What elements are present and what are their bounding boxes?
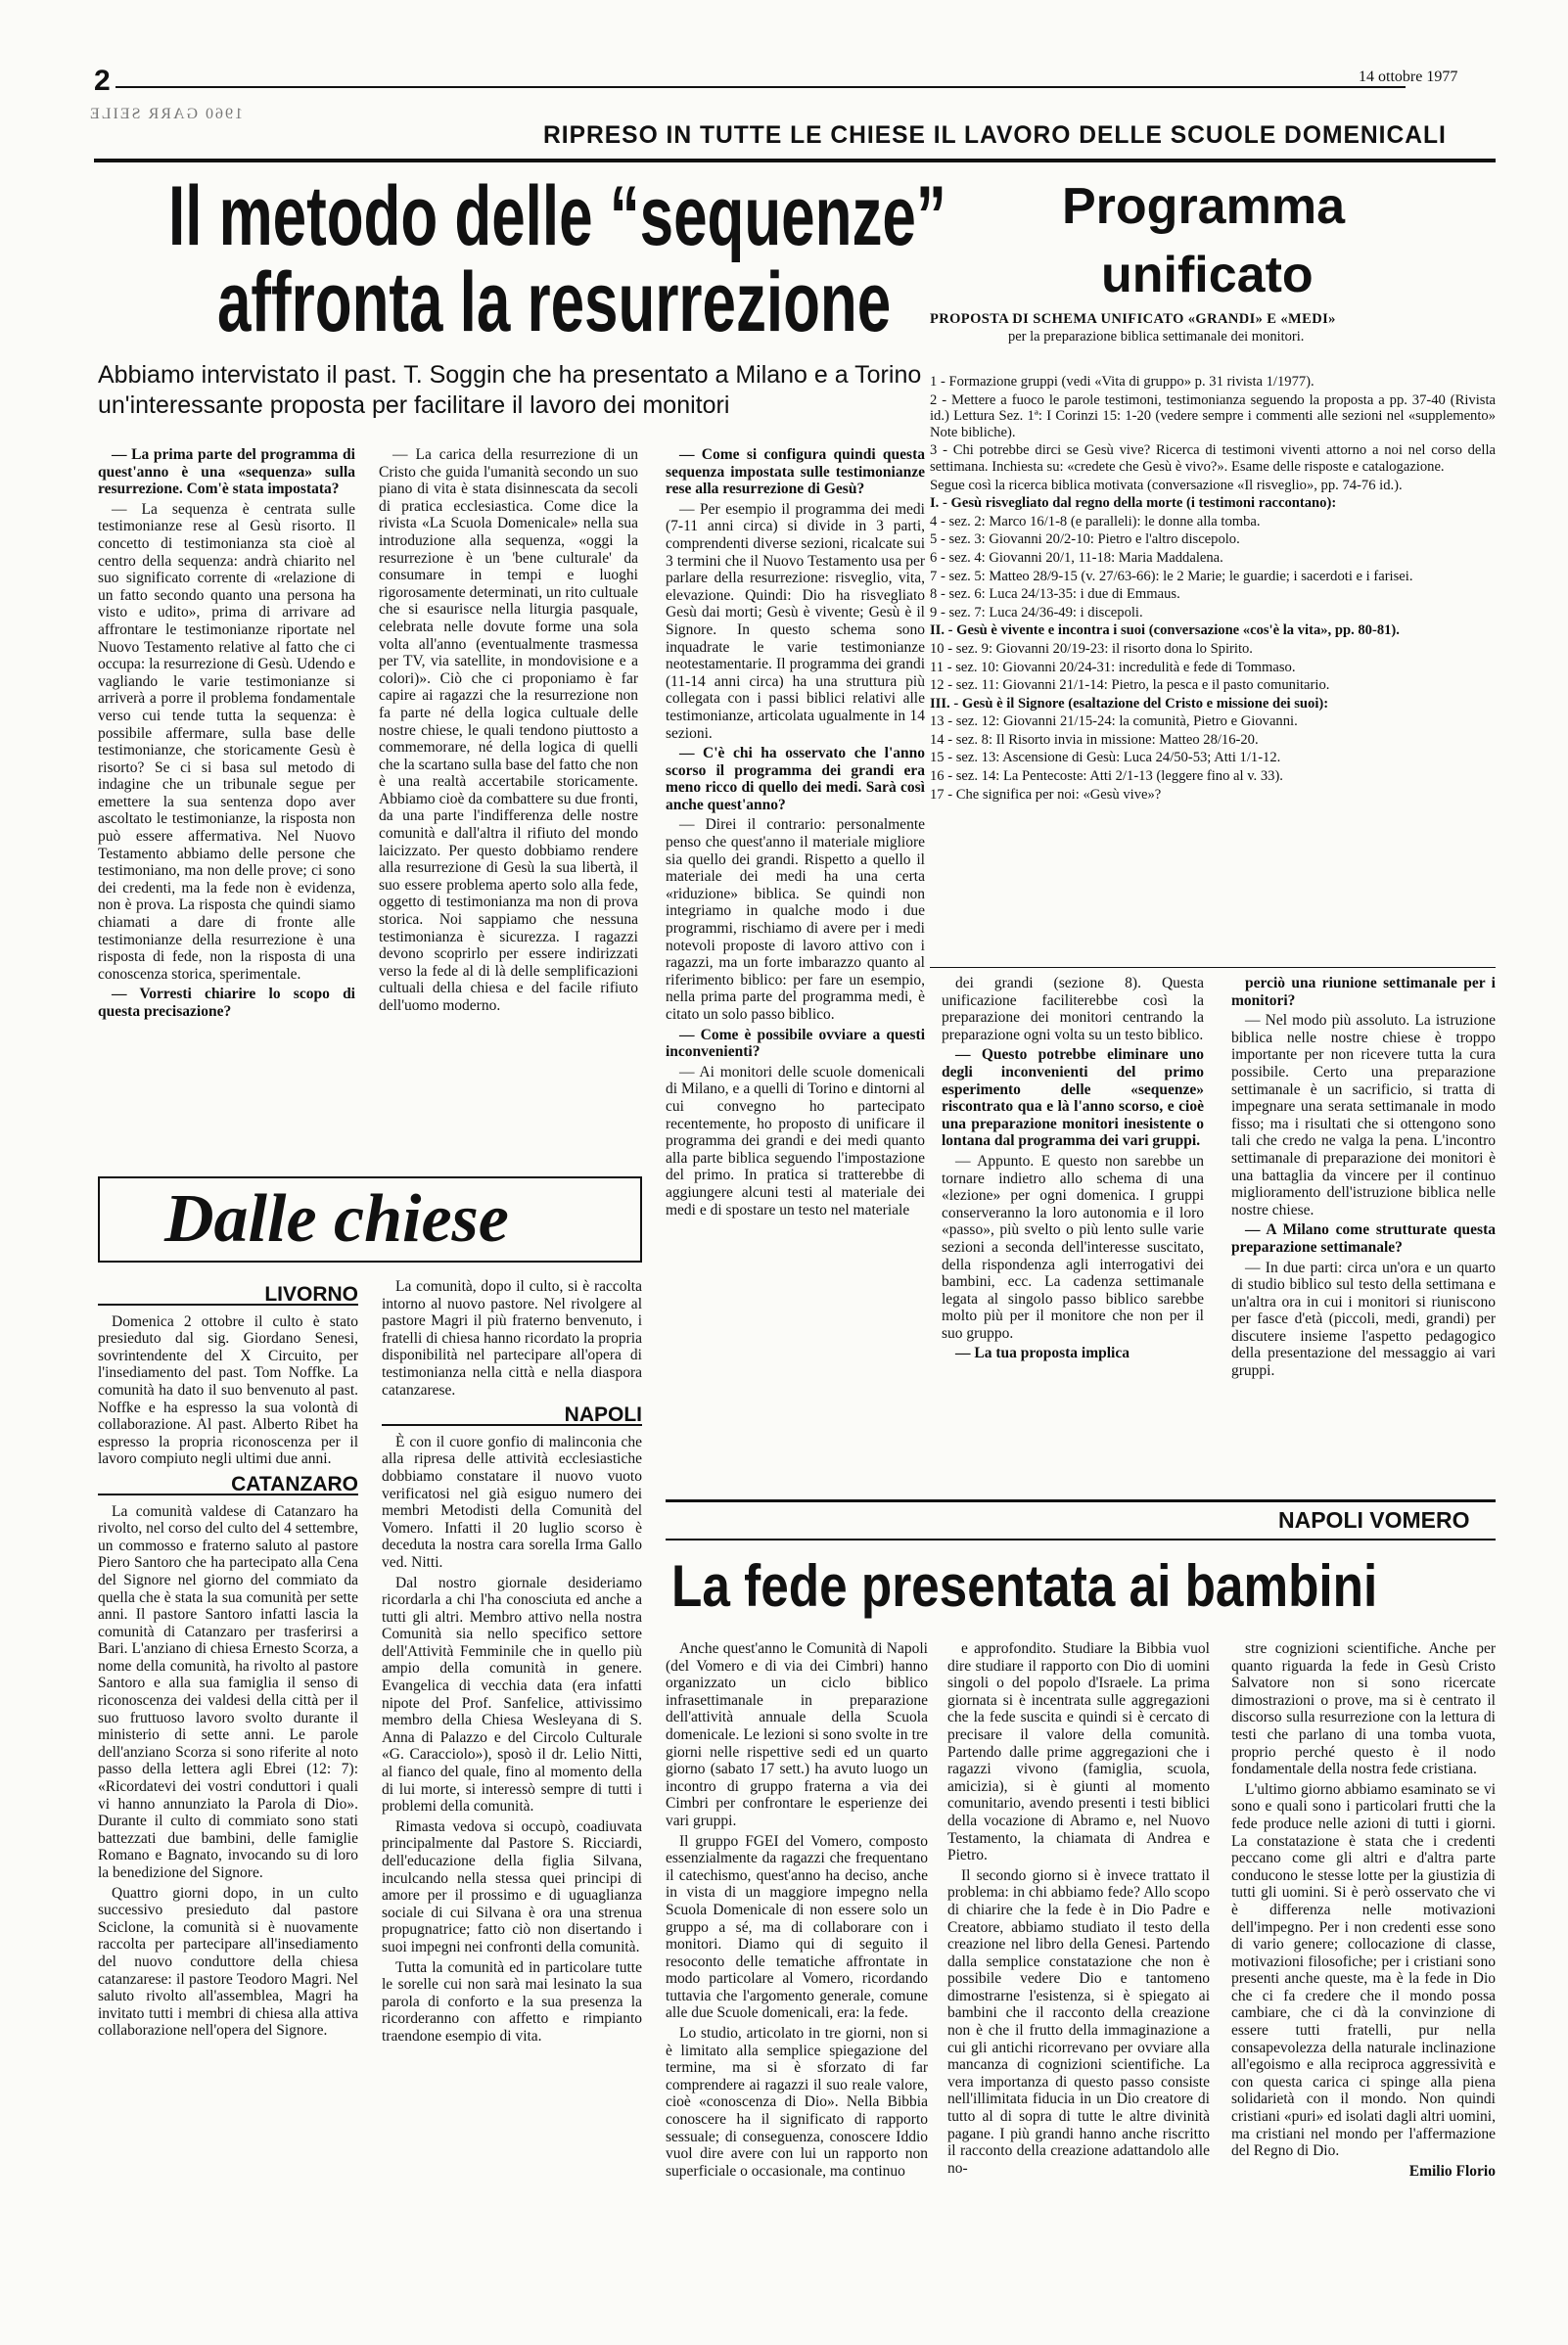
section-banner: RIPRESO IN TUTTE LE CHIESE IL LAVORO DELLE SCUOLE DOMENICALI xyxy=(543,121,1447,149)
paragraph: dei grandi (sezione 8). Questa unificazione faciliterebbe così la preparazione dei monitori centrando la preparazione ogni volta su un testo biblico. xyxy=(942,975,1204,1043)
paragraph: — Questo potrebbe eliminare uno degli inconvenienti del primo esperimento delle «sequenze» riscontrato qua e là l'anno scorso, e cioè una preparazione monitori inesistente o lontana dal programma dei vari gruppi. xyxy=(942,1046,1204,1150)
paragraph: Dal nostro giornale desideriamo ricordarla a chi l'ha conosciuta ed anche a tutti gli altri. Membro attivo nella nostra Comunità sia nello specifico settore dell'Attività Femminile che in quello più ampio della comunità in genere. Evangelica di vecchia data (era infatti nipote del Prof. Sanfelice, attivissimo membro della Chiesa Wesleyana di S. Anna di Palazzo e del Circolo Culturale «G. Caracciolo»), sposò il dr. Lelio Nitti, al fianco del quale, fino al momento della di lui morte, si interessò sempre di tutti i problemi della comunità. xyxy=(382,1574,642,1816)
paragraph: — Come è possibile ovviare a questi inconvenienti? xyxy=(666,1026,925,1061)
programma-item: 7 - sez. 5: Matteo 28/9-15 (v. 27/63-66): le 2 Marie; le guardie; i sacerdoti e i farisei. xyxy=(930,568,1413,584)
page-number: 2 xyxy=(94,65,111,97)
programma-item: 1 - Formazione gruppi (vedi «Vita di gruppo» p. 31 rivista 1/1977). xyxy=(930,374,1314,390)
programma-list xyxy=(930,374,1496,943)
programma-item: 3 - Chi potrebbe dirci se Gesù vive? Ricerca di testimoni viventi attorno a noi nel corso della settimana. Inchiesta su: «credete che Gesù è vivo?». Esame delle risposte e catalogazione. xyxy=(930,442,1496,475)
programma-item: 10 - sez. 9: Giovanni 20/19-23: il risorto dona lo Spirito. xyxy=(930,640,1253,657)
paragraph: — La prima parte del programma di quest'anno è una «sequenza» sulla resurrezione. Com'è stata impostata? xyxy=(98,446,355,498)
article-column-2 xyxy=(379,446,638,1151)
dalle-chiese-col-1 xyxy=(98,1278,358,2325)
paragraph: Quattro giorni dopo, in un culto successivo presieduto dal pastore Sciclone, la comunità si è nuovamente raccolta per partecipare all'insediamento del nuovo conduttore della chiesa catanzarese: il pastore Teodoro Magri. Nel saluto rivolto all'assemblea, Magri ha invitato tutti i membri di chiesa alla attiva collaborazione nell'opera del Signore. xyxy=(98,1884,358,2040)
paragraph: — Vorresti chiarire lo scopo di questa precisazione? xyxy=(98,986,355,1020)
programma-item: 13 - sez. 12: Giovanni 21/15-24: la comunità, Pietro e Giovanni. xyxy=(930,713,1298,730)
paragraph: È con il cuore gonfio di malinconia che alla ripresa delle attività ecclesiastiche dobbiamo constatare il nuovo vuoto verificatosi nel già esiguo numero dei membri Metodisti della Comunità del Vomero. Infatti il 20 luglio scorso è deceduta la nostra cara sorella Irma Gallo ved. Nitti. xyxy=(382,1433,642,1571)
paragraph: Tutta la comunità ed in particolare tutte le sorelle cui non sarà mai lesinato la sua parola di conforto e la sua presenza la ricorderanno con affetto e rimpianto traendone esempio di vita. xyxy=(382,1958,642,2045)
programma-item: 2 - Mettere a fuoco le parole testimoni, testimonianza seguendo la proposta a pp. 37-40 (Rivista id.) Lettura Sez. 1ª: I Corinzi 15: 1-20 (vedere sempre i commenti alle sezioni nel «supplemento» Note bibliche). xyxy=(930,391,1496,440)
livorno-heading: LIVORNO xyxy=(98,1286,358,1306)
programma-title-line1: Programma xyxy=(1062,178,1345,235)
article-author: Emilio Florio xyxy=(1408,2162,1496,2180)
paragraph: Anche quest'anno le Comunità di Napoli (del Vomero e di via dei Cimbri) hanno organizzato un ciclo biblico infrasettimanale in preparazione dell'attività annuale della Scuola domenicale. Le lezioni si sono svolte in tre giorni nelle rispettive sedi ed un quarto giorno (sabato 17 sett.) ha avuto luogo un incontro di gruppo fraterna a via dei Cimbri per confrontare le esperienze dei vari gruppi. xyxy=(666,1640,928,1829)
paragraph: — Per esempio il programma dei medi (7-11 anni circa) si divide in 3 parti, comprendenti diverse sezioni, ricalcate sui 3 termini che il Nuovo Testamento usa per parlare della resurrezione: risveglio, vita, elevazione. Quindi: Dio ha risvegliato Gesù dai morti; Gesù è vivente; Gesù è il Signore. In questo schema sono inquadrate le varie testimonianze neotestamentarie. Il programma dei grandi (11-14 anni circa) ha una struttura più collegata con i passi biblici relativi alle testimonianze, articolata ugualmente in 14 sezioni. xyxy=(666,500,925,742)
banner-rule xyxy=(94,159,1496,162)
header-rule xyxy=(115,86,1406,88)
programma-title-line2: unificato xyxy=(1101,247,1314,303)
programma-item: 8 - sez. 6: Luca 24/13-35: i due di Emmaus. xyxy=(930,586,1180,603)
programma-item: 4 - sez. 2: Marco 16/1-8 (e paralleli): le donne alla tomba. xyxy=(930,513,1261,529)
napoli-heading: NAPOLI xyxy=(382,1406,642,1426)
paragraph: — Direi il contrario: personalmente penso che quest'anno il materiale migliore sia quello dei grandi. Rispetto a quello il materiale dei medi ha una certa «riduzione» biblica. Se quindi non integriamo in qualche modo i due programmi, rischiamo di avere per i medi notevoli proposte di lavoro attivo con i ragazzi, ma un forte imbarazzo quanto al riferimento biblico: per fare un esempio, nella prima parte del programma medi, è citato un solo passo biblico. xyxy=(666,816,925,1023)
programma-item: 16 - sez. 14: La Pentecoste: Atti 2/1-13 (leggere fino al v. 33). xyxy=(930,768,1283,785)
paragraph: — In due parti: circa un'ora e un quarto di studio biblico sul testo della settimana e un'altra ora in cui i monitori si riuniscono per fasce d'età (piccoli, medi, grandi) per discutere insieme l'aspetto pedagogico della presentazione del messaggio ai vari gruppi. xyxy=(1231,1259,1496,1380)
paragraph: — Nel modo più assoluto. La istruzione biblica nelle nostre chiese è troppo importante per non ricevere tutta la cura possibile. Certo una preparazione settimanale è un sacrificio, si tratta di impegnare una serata settimanale in modo fisso; ma i risultati che si ottengono sono tali che credo ne valga la pena. L'incontro settimanale di preparazione dei monitori è una battaglia da vincere per il continuo miglioramento dell'istruzione biblica nelle nostre chiese. xyxy=(1231,1012,1496,1218)
article-column-4 xyxy=(942,975,1204,1533)
article-column-1 xyxy=(98,446,355,1151)
programma-item: 9 - sez. 7: Luca 24/36-49: i discepoli. xyxy=(930,604,1143,621)
paragraph: — C'è chi ha osservato che l'anno scorso il programma dei grandi era meno ricco di quello dei medi. Sarà così anche quest'anno? xyxy=(666,745,925,813)
paragraph: perciò una riunione settimanale per i monitori? xyxy=(1231,975,1496,1009)
main-title-line2: affronta la resurrezione xyxy=(217,255,892,349)
paragraph: — Appunto. E questo non sarebbe un tornare indietro allo schema di una «lezione» per ogni domenica. I gruppi conserveranno la loro autonomia e il loro «passo», più svelto o più lento sulle varie sezioni a seconda dell'interesse suscitato, della rispondenza agli interrogativi dei bambini, ecc. La cadenza settimanale legata al singolo passo biblico sarebbe molto più per il monitore che non per il suo gruppo. xyxy=(942,1152,1204,1342)
programma-item: 15 - sez. 13: Ascensione di Gesù: Luca 24/50-53; Atti 1/1-12. xyxy=(930,750,1281,766)
column-rule xyxy=(930,967,1496,968)
programma-item: 17 - Che significa per noi: «Gesù vive»? xyxy=(930,786,1162,803)
paragraph: La comunità, dopo il culto, si è raccolta intorno al nuovo pastore. Nel rivolgere al pastore Magri il più fraterno benvenuto, i fratelli di chiesa hanno ricordato la propria disponibilità nel partecipare all'opera di testimonianza nella città e nella diaspora catanzarese. xyxy=(382,1278,642,1399)
main-title-line1: Il metodo delle “sequenze” xyxy=(168,169,946,263)
paragraph: — Ai monitori delle scuole domenicali di Milano, e a quelli di Torino e dintorni al cui convegno ho partecipato recentemente, ho proposto di unificare il programma dei grandi e dei medi quanto alla parte biblica seguendo l'impostazione del primo. In pratica si tratterebbe di aggiungere alcuni testi al materiale dei medi e di spostare un testo nel materiale xyxy=(666,1063,925,1218)
paragraph: Lo studio, articolato in tre giorni, non si è limitato alla semplice spiegazione del termine, ma si è sforzato di far comprendere ai ragazzi il suo reale valore, cioè «conoscenza di Dio». Nella Bibbia conoscere ha il significato di rapporto sessuale; di conseguenza, conoscere Iddio vuol dire avere con lui un rapporto non superficiale o occasionale, ma continuo xyxy=(666,2025,928,2180)
vomero-col-1 xyxy=(666,1640,928,2325)
vomero-rule-top xyxy=(666,1499,1496,1502)
programma-subtitle: PROPOSTA DI SCHEMA UNIFICATO «GRANDI» E «MEDI» xyxy=(930,311,1336,327)
programma-item: 5 - sez. 3: Giovanni 20/2-10: Pietro e l'altro discepolo. xyxy=(930,531,1240,548)
programma-item: 6 - sez. 4: Giovanni 20/1, 11-18: Maria Maddalena. xyxy=(930,549,1223,566)
dalle-chiese-col-2 xyxy=(382,1278,642,2325)
main-subtitle: Abbiamo intervistato il past. T. Soggin che ha presentato a Milano e a Torino un'interessante proposta per facilitare il lavoro dei monitori xyxy=(98,361,922,419)
paragraph: — Come si configura quindi questa sequenza impostata sulle testimonianze rese alla resurrezione di Gesù? xyxy=(666,446,925,498)
programma-item: 14 - sez. 8: Il Risorto invia in missione: Matteo 28/16-20. xyxy=(930,731,1259,748)
programma-item: I. - Gesù risvegliato dal regno della morte (i testimoni raccontano): xyxy=(930,495,1337,512)
vomero-title: La fede presentata ai bambini xyxy=(671,1553,1378,1619)
vomero-section-label: NAPOLI VOMERO xyxy=(1278,1507,1470,1533)
programma-item: III. - Gesù è il Signore (esaltazione del Cristo e missione dei suoi): xyxy=(930,695,1329,712)
paragraph: L'ultimo giorno abbiamo esaminato se vi sono e quali sono i particolari frutti che la fede produce nelle azioni di tutti i giorni. La constatazione è stata che i credenti peccano come gli altri e d'altra parte conducono le stesse lotte per la giustizia di tutti gli uomini. Si è però osservato che vi è differenza nelle motivazioni dell'impegno. Per i non credenti esse sono di vario genere; collocazione di classe, motivazioni filosofiche; per i cristiani sono presenti anche queste, ma è la fede in Dio che ci fa credere che il mondo possa cambiare, che ci dà la convinzione di essere tutti fratelli, pur nella consapevolezza della naturale inclinazione all'egoismo e alla reciproca aggressività e con questa carica ci spinge alla piena solidarietà con il mondo. Non quindi cristiani «puri» ed isolati dagli altri uomini, ma cristiani nel mondo per l'affermazione del Regno di Dio. xyxy=(1231,1780,1496,2160)
article-column-3 xyxy=(666,446,925,1474)
vomero-col-3 xyxy=(1231,1640,1496,2325)
issue-date: 14 ottobre 1977 xyxy=(1359,69,1458,85)
programma-item: Segue così la ricerca biblica motivata (conversazione «Il risveglio», pp. 74-76 id.). xyxy=(930,477,1403,493)
article-column-5 xyxy=(1231,975,1496,1533)
catanzaro-heading: CATANZARO xyxy=(98,1476,358,1495)
paragraph: stre cognizioni scientifiche. Anche per quanto riguarda la fede in Gesù Cristo Salvatore non si sono ricercate dimostrazioni o prove, ma si è centrato il discorso sulla resurrezione con la lettura di testi che parlano di una tomba vuota, proprio perché questo è il nodo fondamentale della nostra fede cristiana. xyxy=(1231,1640,1496,1778)
programma-item: 11 - sez. 10: Giovanni 20/24-31: incredulità e fede di Tommaso. xyxy=(930,659,1296,675)
paragraph: Il gruppo FGEI del Vomero, composto essenzialmente da ragazzi che frequentano il catechismo, quest'anno ha deciso, anche in vista di un maggiore impegno nella Scuola Domenicale di non essere solo un gruppo a sé, ma di collaborare con i monitori. Diamo qui di seguito il resoconto delle tematiche affrontate in modo particolare al Vomero, ricordando tuttavia che l'argomento generale, comune alle due Scuole domenicali, era: la fede. xyxy=(666,1832,928,2022)
vomero-rule-mid xyxy=(666,1539,1496,1540)
library-stamp: 1960 GARR SEILE xyxy=(88,106,243,122)
paragraph: Il secondo giorno si è invece trattato il problema: in chi abbiamo fede? Allo scopo di chiarire che la fede è in Dio Padre e Creatore, abbiamo studiato il testo della creazione nel libro della Genesi. Partendo dalla semplice constatazione che non è possibile vedere Dio e tantomeno dimostrarne l'esistenza, si è spiegato ai bambini che il racconto della creazione non è che il frutto della immaginazione a cui gli antichi ricorrevano per ovviare alla mancanza di cognizioni scientifiche. La vera importanza di questo passo consiste nell'illimitata fiducia in un Dio creatore di tutto al di sopra di tutte le altre divinità pagane. I più grandi hanno anche riscritto il racconto della creazione adattandolo alle no- xyxy=(947,1866,1210,2177)
paragraph: e approfondito. Studiare la Bibbia vuol dire studiare il rapporto con Dio di uomini singoli o del popolo d'Israele. La prima giornata si è incentrata sulle aggregazioni che la fede suscita e quindi si è cercato di precisare il valore della comunità. Partendo dalle prime aggregazioni che i ragazzi vivono (famiglia, scuola, amicizia), si è giunti al momento comunitario, avendo presenti i testi biblici della vocazione di Abramo e, nel Nuovo Testamento, la chiamata di Andrea e Pietro. xyxy=(947,1640,1210,1864)
paragraph: La comunità valdese di Catanzaro ha rivolto, nel corso del culto del 4 settembre, un commosso e fraterno saluto al pastore Piero Santoro che ha partecipato alla Cena del Signore nel giorno del commiato da quella che è stata la sua comunità per sette anni. Il pastore Santoro infatti lascia la comunità di Catanzaro per trasferirsi a Bari. L'anziano di chiesa Ernesto Scorza, a nome della comunità, ha rivolto al pastore Santoro e alla sua famiglia il senso di riconoscenza dei valdesi della città per il suo fruttuoso lavoro svolto durante il ministerio di sette anni. Le parole dell'anziano Scorza si sono riferite al noto passo della lettera agli Ebrei (12: 7): «Ricordatevi dei vostri conduttori i quali vi hanno annunziato la Parola di Dio». Durante il culto di commiato sono stati battezzati due bambini, delle famiglie Romano e Bagnato, invocando su di loro la benedizione del Signore. xyxy=(98,1502,358,1881)
programma-item: II. - Gesù è vivente e incontra i suoi (conversazione «cos'è la vita», pp. 80-81). xyxy=(930,622,1400,639)
paragraph: — A Milano come strutturate questa preparazione settimanale? xyxy=(1231,1221,1496,1256)
paragraph: Domenica 2 ottobre il culto è stato presieduto dal sig. Giordano Senesi, sovrintendente del X Circuito, per l'insediamento del past. Tom Noffke. La comunità ha dato il suo benvenuto al past. Noffke e ha espresso la sua volontà di collaborazione. Al past. Alberto Ribet ha espresso la propria riconoscenza per il lavoro compiuto negli ultimi due anni. xyxy=(98,1312,358,1468)
paragraph: — La carica della resurrezione di un Cristo che guida l'umanità secondo un suo piano di vita è stata disinnescata da secoli di pratica ecclesiastica. Come dice la rivista «La Scuola Domenicale» nella sua introduzione alla sequenza, «oggi la resurrezione è un 'bene culturale' da consumare in tempi e luoghi rigorosamente determinati, un rito cultuale che si esaurisce nella liturgia pasquale, celebrata nelle dovute forme una sola volta all'anno (eventualmente trasmessa per TV, via satellite, in mondovisione e a colori)». Ciò che ci proponiamo è far capire ai ragazzi che la resurrezione non fa parte né della logica cultuale delle nostre chiese, le quali tendono piuttosto a commemorare, né della logica di quelli che la scartano sulla base del fatto che non è una realtà accertabile storicamente. Abbiamo cioè da combattere su due fronti, da una parte l'indifferenza delle nostre comunità e dall'altra il rifiuto del mondo laicizzato. Per questo dobbiamo rendere alla resurrezione di Gesù la sua libertà, il suo essere problema aperto solo alla fede, oggetto di testimonianza ma non di prova storica. Noi sappiamo che nessuna testimonianza è sicurezza. I ragazzi devono scoprirlo per essere indirizzati verso la fede al di là delle semplificazioni cultuali della chiesa e del facile rifiuto dell'uomo moderno. xyxy=(379,446,638,1014)
programma-item: 12 - sez. 11: Giovanni 21/1-14: Pietro, la pesca e il pasto comunitario. xyxy=(930,677,1330,694)
dalle-chiese-title: Dalle chiese xyxy=(164,1181,509,1257)
paragraph: — La tua proposta implica xyxy=(955,1345,1130,1362)
programma-subtitle2: per la preparazione biblica settimanale dei monitori. xyxy=(1008,329,1305,345)
paragraph: Rimasta vedova si occupò, coadiuvata principalmente dal Pastore S. Ricciardi, dell'educazione della figlia Silvana, inculcando nella stessa quei principi di amore per il prossimo e di uguaglianza sociale di cui Silvana è ora una strenua propugnatrice; fatto ciò non disertando i suoi impegni nei confronti della comunità. xyxy=(382,1817,642,1955)
paragraph: — La sequenza è centrata sulle testimonianze rese al Gesù risorto. Il concetto di testimonianza sta cioè al centro della sequenza: andrà chiarito nel suo significato corrente di «relazione di un fatto secondo quanto una persona ha visto e udito», prima di arrivare ad affrontare le testimonianze riportate nel Nuovo Testamento relative al fatto che ci occupa: la resurrezione di Gesù. Udendo e vagliando le varie testimonianze si arriverà a porre il problema fondamentale verso cui tende tutta la sequenza: è possibile affermare, sulla base delle testimonianze, che storicamente Gesù è risorto? Se ci si basa sul metodo di indagine che un tribunale segue per emettere la sua sentenza dopo aver ascoltato le testimonianze, la risposta non può essere affermativa. Nel Nuovo Testamento abbiamo delle persone che testimoniano, ma non delle prove; ci sono dei credenti, ma la fede non è evidenza, non è prova. La risposta che quindi siamo chiamati a dare di fronte alle testimonianze della resurrezione è una risposta di fede, non la risposta di una conoscenza storica, sperimentale. xyxy=(98,500,355,983)
vomero-col-2 xyxy=(947,1640,1210,2325)
